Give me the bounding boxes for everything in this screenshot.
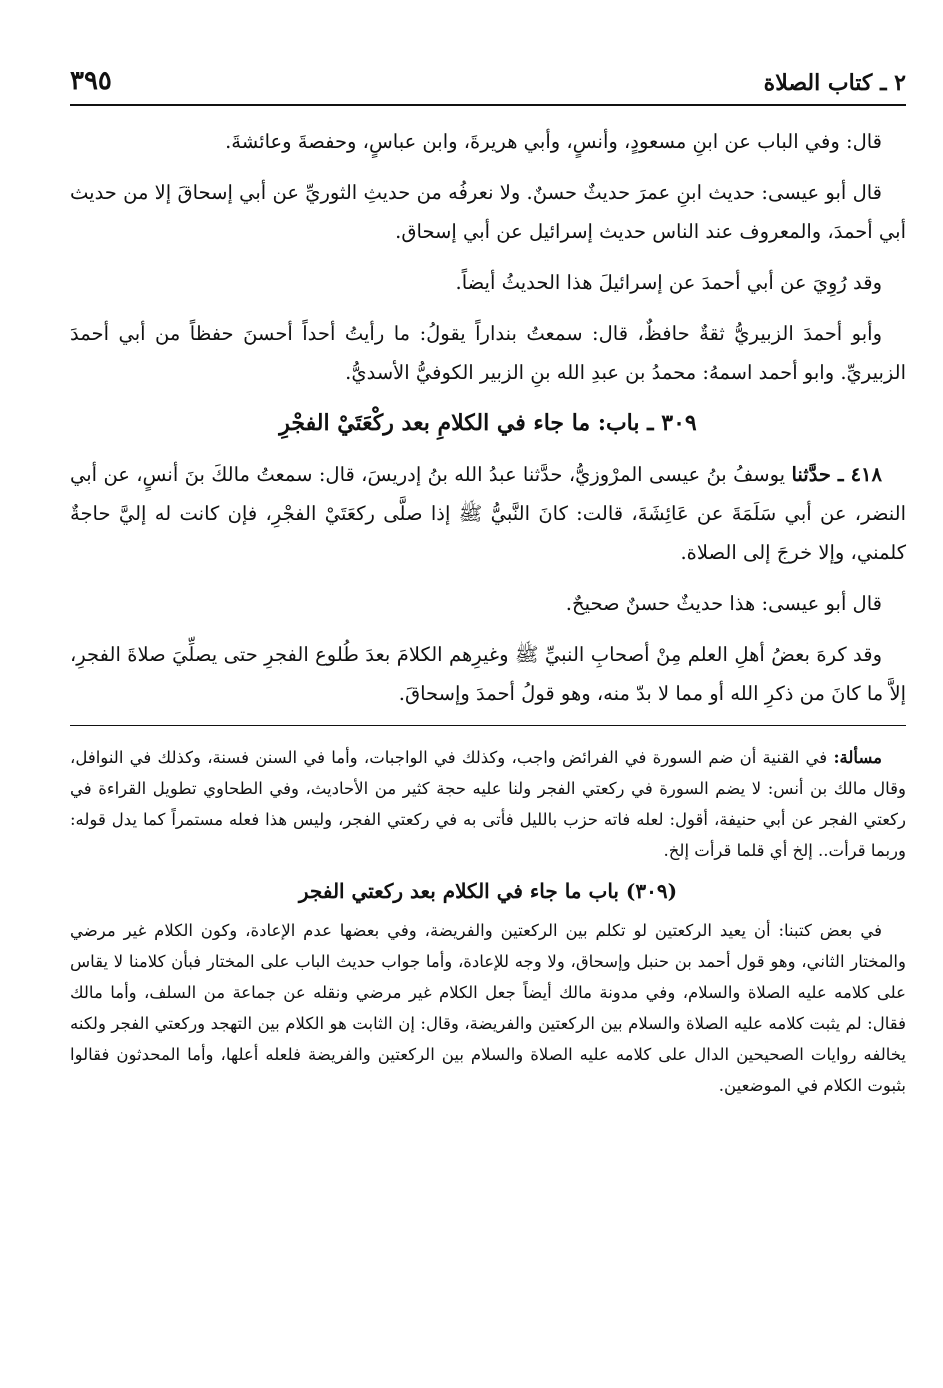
paragraph-narrator-note: وأبو أحمدَ الزبيريُّ ثقةٌ حافظٌ، قال: سمعتُ بنداراً يقولُ: ما رأيتُ أحداً أحسنَ حفظاً من أبي أحمدَ الزبيريِّ. وابو أحمد اسمهُ: محمدُ بن عبدِ الله بنِ الزبير الكوفيُّ الأسديُّ. [70, 322, 906, 384]
paragraph-bab-refs: قال: وفي الباب عن ابنِ مسعودٍ، وأنسٍ، وأبي هريرةَ، وابن عباسٍ، وحفصةَ وعائشةَ. [225, 130, 882, 153]
masala-text: في القنية أن ضم السورة في الفرائض واجب، وكذلك في الواجبات، وأما في السنن فسنة، وكذلك في النوافل، وقال مالك بن أنس: لا يضم السورة في ركعتي الفجر ولنا عليه حجة كثير من الأحاديث، وفي الطحاوي تطويل القراءة في ركعتي الفجر عن أبي حنيفة، أقول: لعله فاته حزب بالليل فأتى به في ركعتي الفجر، وليس هذا فعله مستمراً كما يدل قوله: وربما قرأت.. إلخ أي قلما قرأت إلخ. [70, 748, 906, 860]
hadith-paragraph [70, 455, 906, 572]
paragraph-narration-note: وقد رُوِيَ عن أبي أحمدَ عن إسرائيلَ هذا الحديثُ أيضاً. [455, 271, 882, 294]
book-page [70, 66, 906, 1111]
page-header [70, 66, 906, 106]
commentary-paragraph: في بعض كتبنا: أن يعيد الركعتين لو تكلم بين الركعتين والفريضة، وفي بعضها عدم الإعادة، وكون الكلام غير مرضي والمختار الثاني، وهو قول أحمد بن حنبل وإسحاق، ولا وجه للإعادة، وأما جواب حديث الباب على المختار فبأن كلامنا لا يقاس على كلامه عليه الصلاة والسلام، وفي مدونة مالك أيضاً جعل الكلام غير مرضي ونقله عن جماعة من السلف، وأما مالك فقال: لم يثبت كلامه عليه الصلاة والسلام بين الركعتين والفريضة، وقال: إن الثابت هو الكلام بين التهجد وركعتي الفجر ولكنه يخالفه روايات الصحيحين الدال على كلامه عليه الصلاة والسلام بين الركعتين والفريضة فلعله أعلها، وأما المحدثون فقالوا بثبوت الكلام في الموضعين. [70, 921, 906, 1095]
footnote-divider [70, 725, 906, 726]
chapter-title: ٢ ـ كتاب الصلاة [763, 70, 906, 96]
hadith-number: ٤١٨ ـ حدَّثنا [791, 463, 882, 486]
main-text [70, 122, 906, 713]
masala-paragraph [70, 742, 906, 866]
page-number: ٣٩٥ [70, 66, 112, 96]
paragraph-hadith-grading: قال أبو عيسى: هذا حديثٌ حسنٌ صحيحٌ. [565, 592, 882, 615]
hadith-text: يوسفُ بنُ عيسى المرْوزيُّ، حدَّثنا عبدُ الله بنُ إدريسَ، قال: سمعتُ مالكَ بنَ أنسٍ، عن أبي النضر، عن أبي سَلَمَةَ عن عَائِشَةَ، قالت: كانَ النَّبيُّ ﷺ إذا صلَّى ركعَتَيْ الفجْرِ، فإن كانت له إليَّ حاجةٌ كلمني، وإلا خرجَ إلى الصلاة. [70, 463, 906, 564]
commentary-heading: (٣٠٩) باب ما جاء في الكلام بعد ركعتي الفجر [298, 879, 678, 903]
chapter-heading: ٣٠٩ ـ باب: ما جاء في الكلامِ بعد ركْعَتَيْ الفجْرِ [279, 410, 697, 436]
commentary-section [70, 742, 906, 1101]
masala-label: مسألة: [833, 748, 883, 767]
paragraph-scholars-opinion: وقد كرهَ بعضُ أهلِ العلم مِنْ أصحابِ النبيِّ ﷺ وغيرِهم الكلامَ بعدَ طُلوع الفجرِ حتى يصلِّيَ صلاةَ الفجرِ، إلاَّ ما كانَ من ذكرِ الله أو مما لا بدّ منه، وهو قولُ أحمدَ وإسحاقَ. [70, 643, 906, 705]
paragraph-abu-isa-grading: قال أبو عيسى: حديث ابنِ عمرَ حديثٌ حسنٌ. ولا نعرفُه من حديثِ الثوريِّ عن أبي إسحاقَ إلا من حديث أبي أحمدَ، والمعروف عند الناس حديث إسرائيل عن أبي إسحاق. [70, 181, 906, 243]
